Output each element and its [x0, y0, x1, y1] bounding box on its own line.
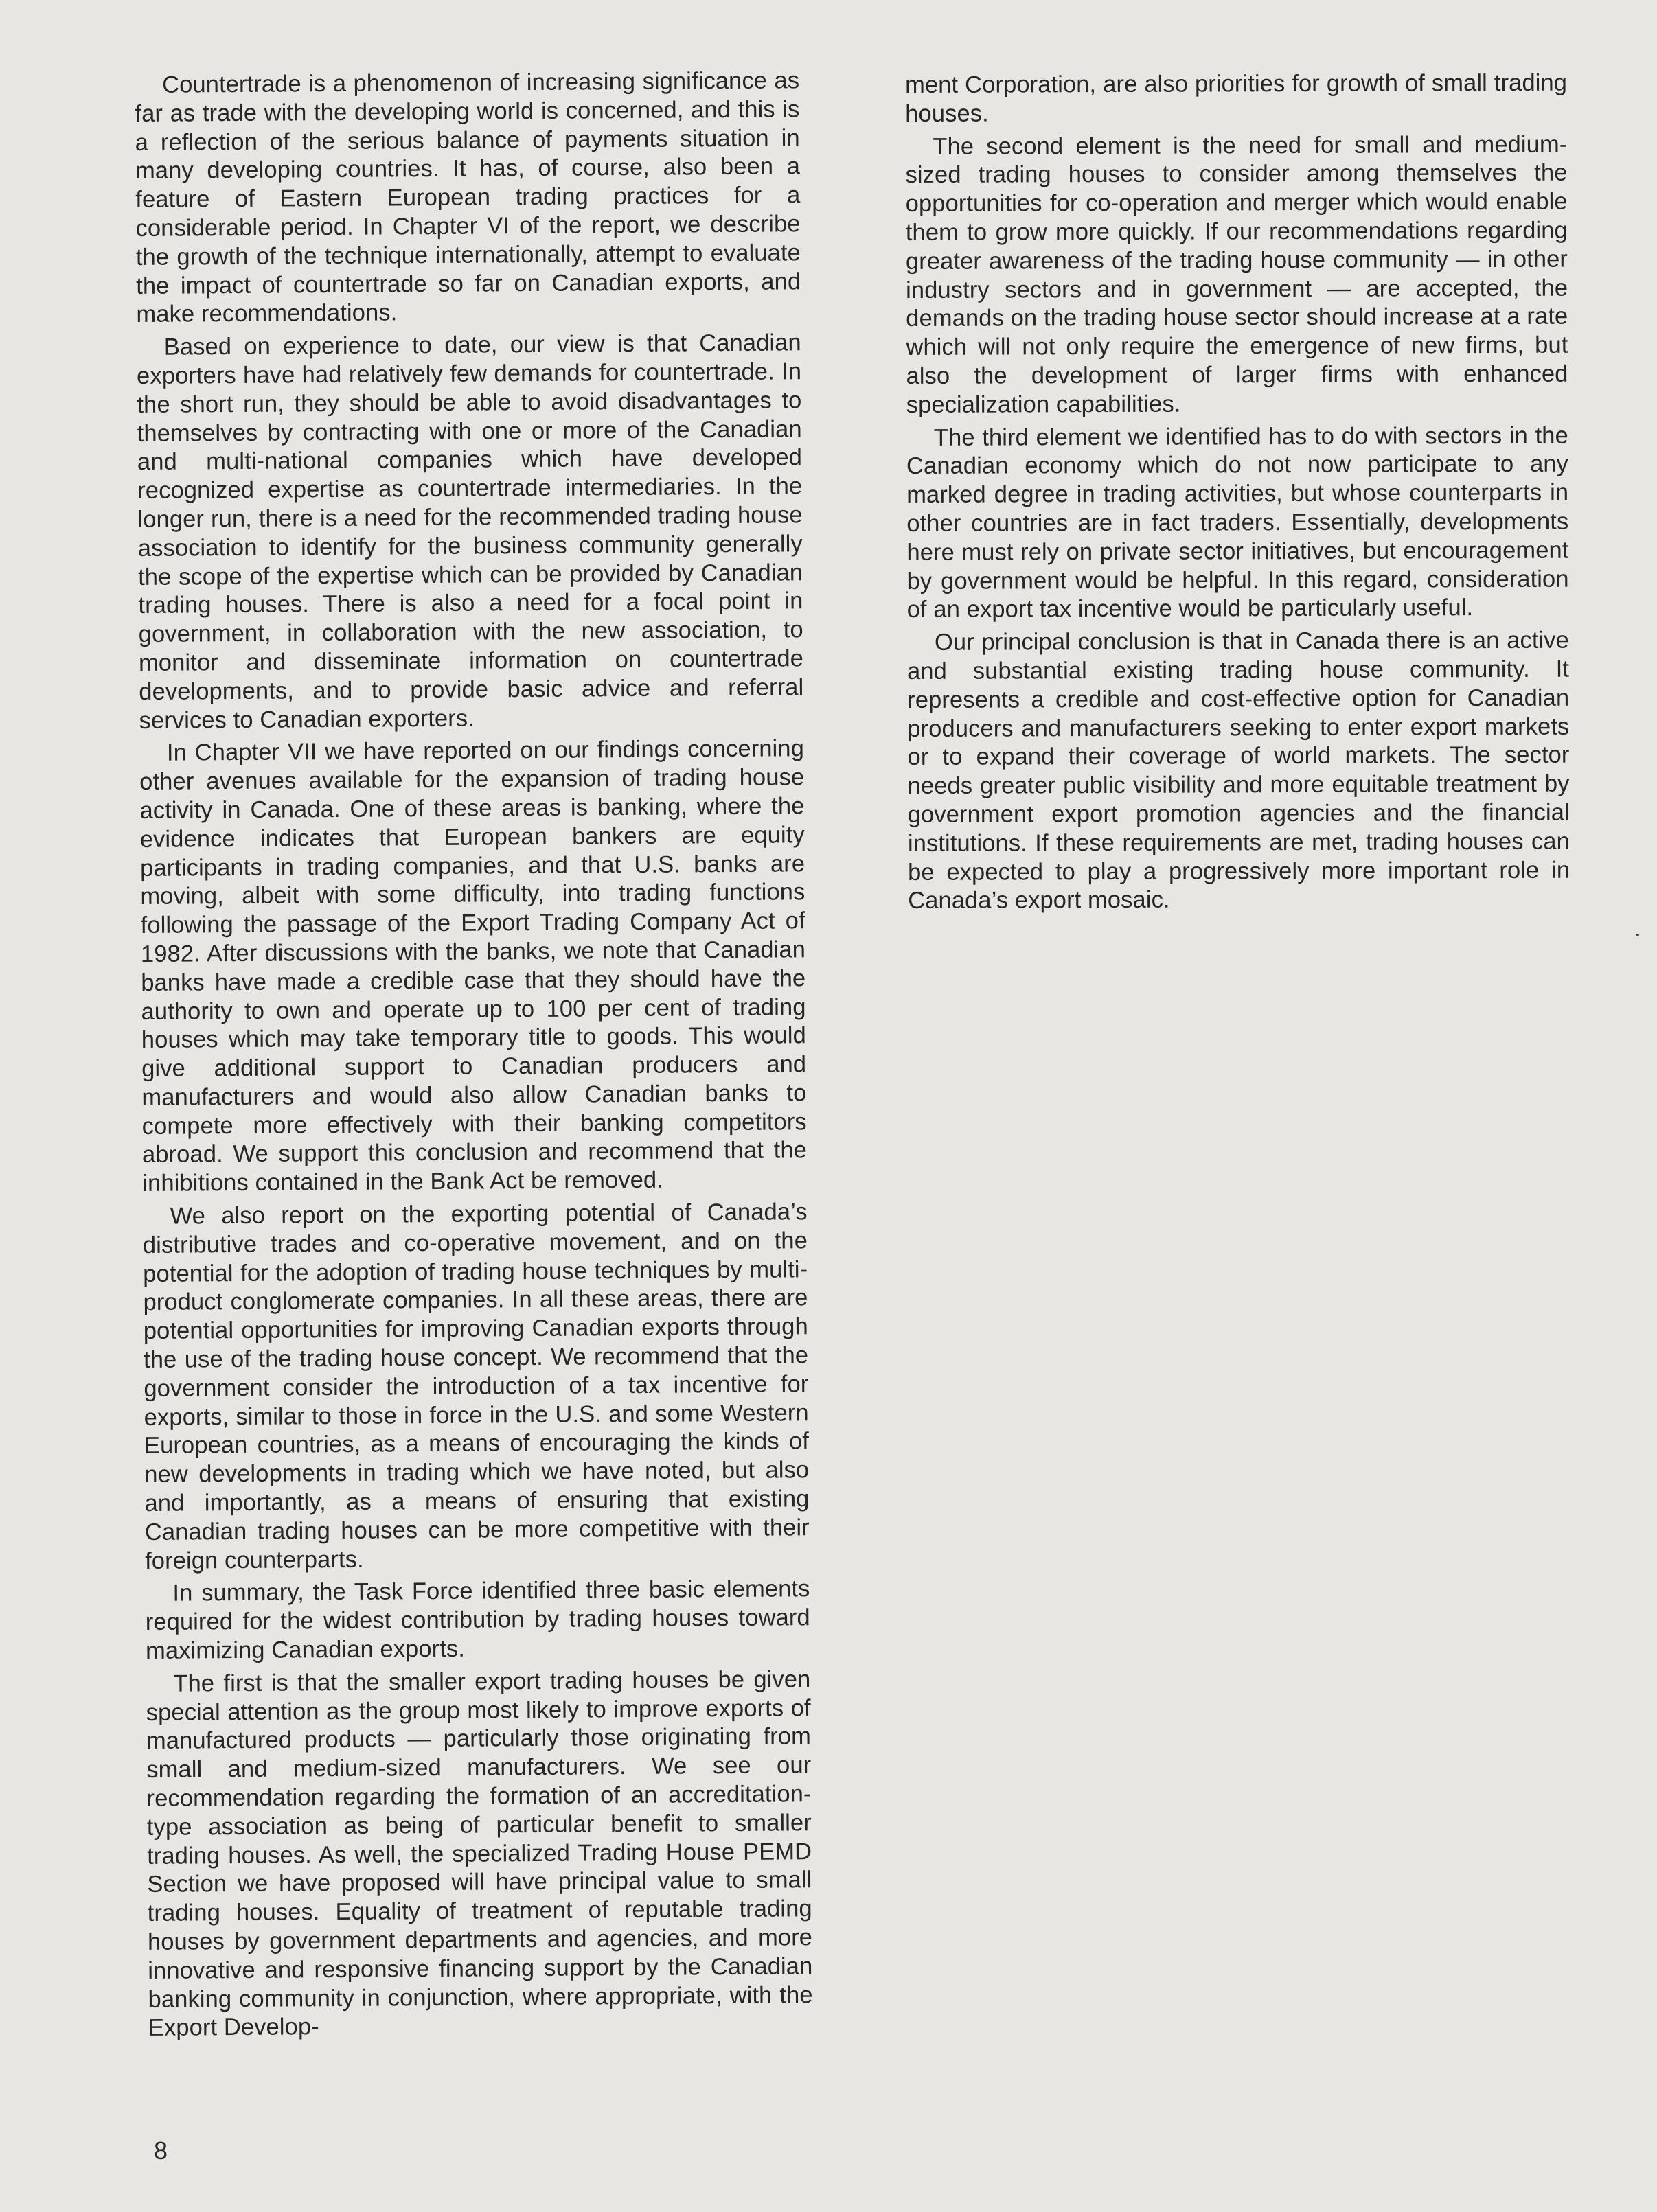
- paper-speck: [1636, 934, 1639, 936]
- right-text-column: [905, 69, 1570, 920]
- paragraph-experience: Based on experience to date, our view is that Canadian exporters have had relatively few demands for countertrade. In the short run, they should be able to avoid disadvantages to themselves by contracting with one or more of the Canadian and multi-national companies which have developed recognized expertise as countertrade intermediaries. In the longer run, there is a need for the recommended trading house association to identify for the business community generally the scope of the expertise which can be provided by Canadian trading houses. There is also a need for a focal point in government, in collaboration with the new association, to monitor and disseminate information on countertrade developments, and to provide basic advice and referral services to Canadian exporters.: [136, 330, 804, 734]
- paragraph-chapter-vii: In Chapter VII we have reported on our findings concerning other avenues available for the expansion of trading house activity in Canada. One of these areas is banking, where the evidence indicates that European bankers are equity participants in trading companies, and that U.S. banks are moving, albeit with some difficulty, into trading functions following the passage of the Export Trading Company Act of 1982. After discussions with the banks, we note that Canadian banks have made a credible case that they should have the authority to own and operate up to 100 per cent of trading houses which may take temporary title to goods. This would give additional support to Canadian producers and manufacturers and would also allow Canadian banks to compete more effectively with their banking competitors abroad. We support this conclusion and recommend that the inhibitions contained in the Bank Act be removed.: [139, 735, 808, 1197]
- left-text-column: [135, 67, 813, 2047]
- paragraph-summary: In summary, the Task Force identified three basic elements required for the widest contribution by trading houses toward maximizing Canadian exports.: [145, 1576, 810, 1664]
- paragraph-exporting-potential: We also report on the exporting potential of Canada’s distributive trades and co-operative movement, and on the potential for the adoption of trading house techniques by multi-product conglomerate companies. In all these areas, there are potential opportunities for improving Canadian exports through the use of the trading house concept. We recommend that the government consider the introduction of a tax incentive for exports, similar to those in force in the U.S. and some Western European countries, as a means of encouraging the kinds of new developments in trading which we have noted, but also and importantly, as a means of ensuring that existing Canadian trading houses can be more competitive with their foreign counterparts.: [142, 1199, 810, 1574]
- paragraph-continuation: ment Corporation, are also priorities for growth of small trading houses.: [905, 69, 1568, 127]
- page-number: 8: [154, 2136, 168, 2165]
- paragraph-second-element: The second element is the need for small and medium-sized trading houses to consider among themselves the opportunities for co-operation and merger which would enable them to grow more quickly. If our recommendations regarding greater awareness of the trading house community — in other industry sectors and in government — are accepted, the demands on the trading house sector should increase at a rate which will not only require the emergence of new firms, but also the development of larger firms with enhanced specialization capabilities.: [905, 131, 1568, 418]
- paragraph-countertrade: Countertrade is a phenomenon of increasing significance as far as trade with the developing world is concerned, and this is a reflection of the serious balance of payments situation in many developing countries. It has, of course, also been a feature of Eastern European trading practices for a considerable period. In Chapter VI of the report, we describe the growth of the technique internationally, attempt to evaluate the impact of countertrade so far on Canadian exports, and make recommendations.: [135, 67, 801, 328]
- paragraph-principal-conclusion: Our principal conclusion is that in Canada there is an active and substantial existing trading house community. It represents a credible and cost-effective option for Canadian producers and manufacturers seeking to enter export markets or to expand their coverage of world markets. The sector needs greater public visibility and more equitable treatment by government export promotion agencies and the financial institutions. If these requirements are met, trading houses can be expected to play a progressively more important role in Canada’s export mosaic.: [906, 627, 1570, 914]
- paragraph-third-element: The third element we identified has to do with sectors in the Canadian economy which do not now participate to any marked degree in trading activities, but whose counterparts in other countries are in fact traders. Essentially, developments here must rely on private sector initiatives, but encouragement by government would be helpful. In this regard, consideration of an export tax incentive would be particularly useful.: [906, 422, 1569, 623]
- paragraph-first-element: The first is that the smaller export trading houses be given special attention as the group most likely to improve exports of manufactured products — particularly those originating from small and medium-sized manufacturers. We see our recommendation regarding the formation of an accreditation-type association as being of particular benefit to smaller trading houses. As well, the specialized Trading House PEMD Section we have proposed will have principal value to small trading houses. Equality of treatment of reputable trading houses by government departments and agencies, and more innovative and responsive financing support by the Canadian banking community in conjunction, where appropriate, with the Export Develop-: [146, 1666, 813, 2042]
